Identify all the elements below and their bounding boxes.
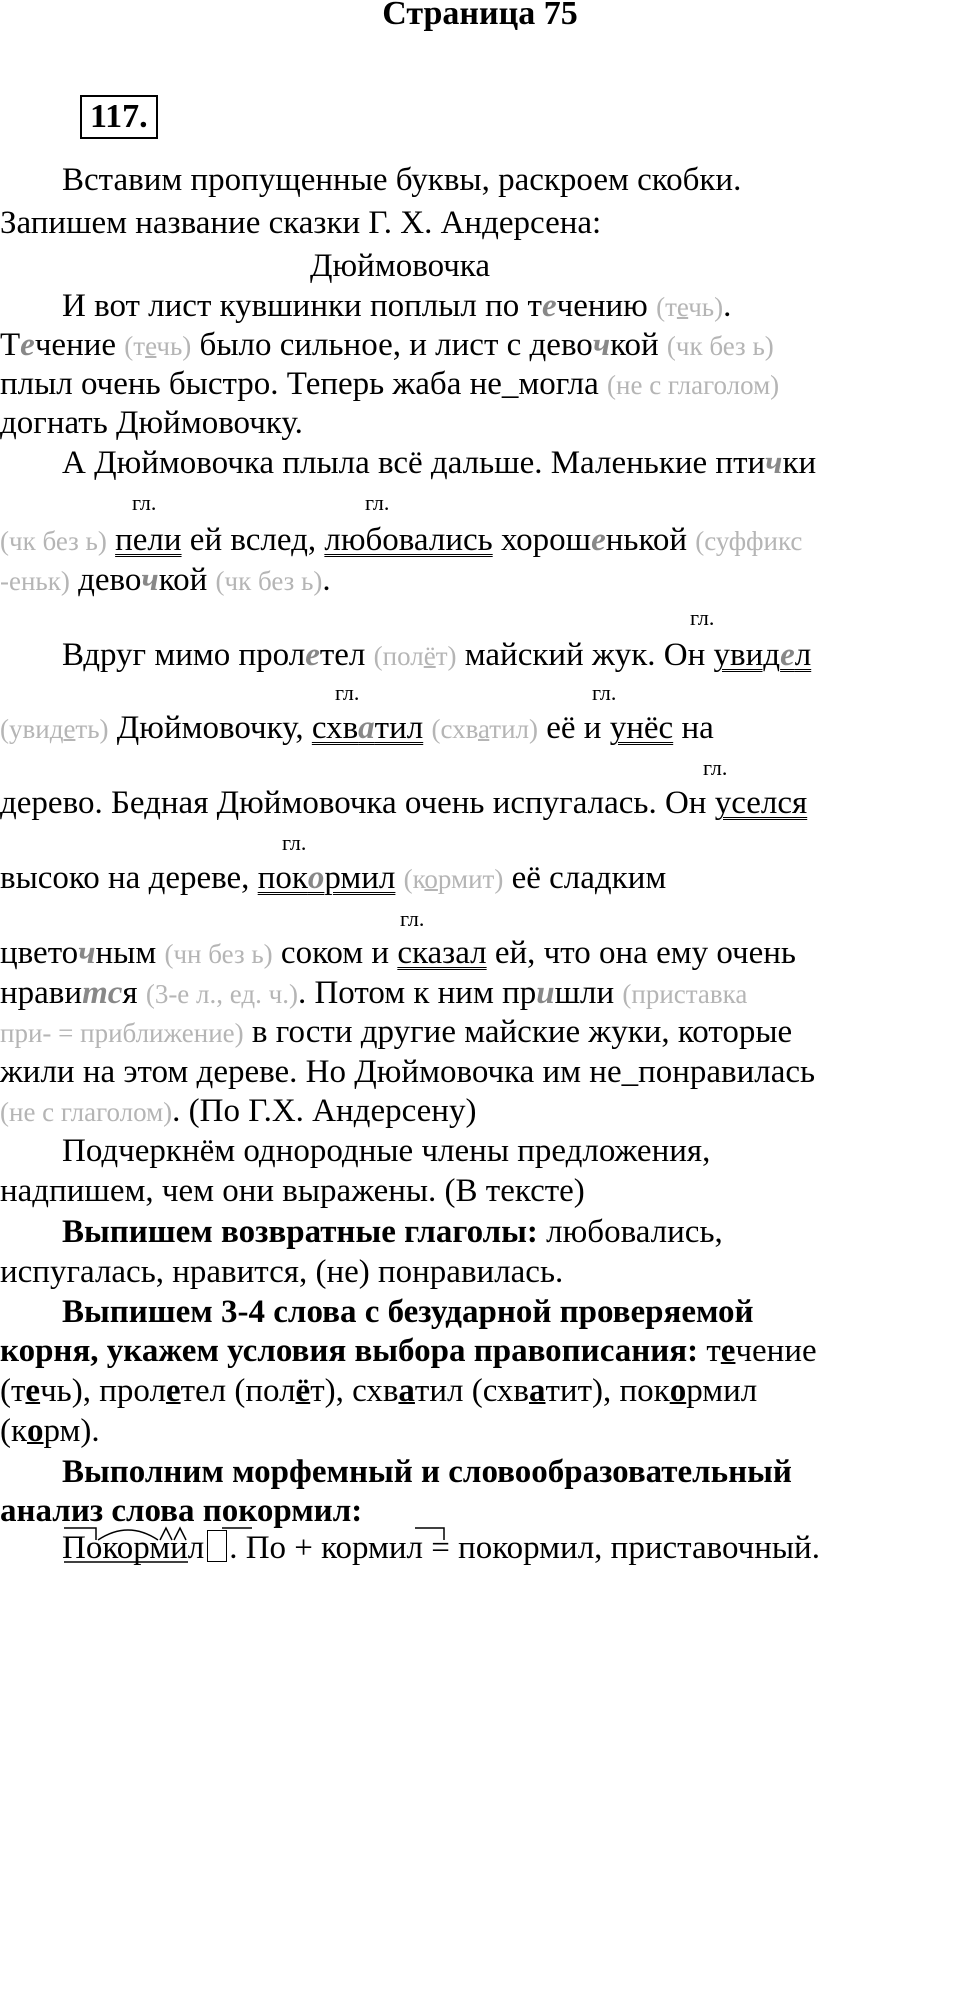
morpheme-analysis: Покормил . По + кормил = покормил, приставочный. <box>62 1530 820 1566</box>
story-line: А Дюймовочка плыла всё дальше. Маленькие птички <box>62 445 817 481</box>
intro-line-1: Вставим пропущенные буквы, раскроем скобки. <box>62 162 742 198</box>
analyzed-word: Покормил <box>62 1530 205 1566</box>
prefix-part: По <box>245 1530 287 1566</box>
story-line: дерево. Бедная Дюймовочка очень испугалась. Он уселся <box>0 785 808 821</box>
story-line: (чк без ь) пели ей вслед, любовались хорошенькой (суффикс <box>0 522 803 558</box>
task-text: (корм). <box>0 1413 100 1449</box>
story-line: Течение (течь) было сильное, и лист с девочкой (чк без ь) <box>0 327 774 363</box>
story-line: цветочным (чн без ь) соком и сказал ей, что она ему очень <box>0 935 796 971</box>
task-heading: анализ слова покормил: <box>0 1493 363 1529</box>
story-line: высоко на дереве, покормил (кормит) её сладким <box>0 860 667 896</box>
gl-label: гл. <box>132 490 157 515</box>
ending-box <box>207 1530 227 1562</box>
task-text: (течь), пролетел (полёт), схватил (схватит), покормил <box>0 1373 758 1409</box>
story-line: догнать Дюймовочку. <box>0 405 303 441</box>
gl-label: гл. <box>282 830 307 855</box>
task-text: корня, укажем условия выбора правописания: течение <box>0 1333 817 1369</box>
story-line: жили на этом дереве. Но Дюймовочка им не_понравилась <box>0 1054 816 1090</box>
exercise-number: 117. <box>80 95 158 139</box>
gl-label: гл. <box>690 605 715 630</box>
gl-label: гл. <box>335 680 360 705</box>
story-title: Дюймовочка <box>310 248 490 284</box>
task-text: испугалась, нравится, (не) понравилась. <box>0 1254 564 1290</box>
story-line: Вдруг мимо пролетел (полёт) майский жук. Он увидел <box>62 637 812 673</box>
story-line: (не с глаголом). (По Г.Х. Андерсену) <box>0 1093 477 1129</box>
story-line: плыл очень быстро. Теперь жаба не_могла (не с глаголом) <box>0 366 780 402</box>
story-line: (увидеть) Дюймовочку, схватил (схватил) её и унёс на <box>0 710 714 746</box>
task-heading: Выпишем 3-4 слова с безударной проверяемой <box>62 1294 754 1330</box>
task-heading: Выполним морфемный и словообразовательный <box>62 1454 792 1490</box>
task-text: Подчеркнём однородные члены предложения, <box>62 1133 711 1169</box>
story-line: -еньк) девочкой (чк без ь). <box>0 562 331 598</box>
gl-label: гл. <box>365 490 390 515</box>
task-text: Выпишем возвратные глаголы: любовались, <box>62 1214 723 1250</box>
gl-label: гл. <box>592 680 617 705</box>
intro-line-2: Запишем название сказки Г. Х. Андерсена: <box>0 205 602 241</box>
task-text: надпишем, чем они выражены. (В тексте) <box>0 1173 585 1209</box>
gl-label: гл. <box>400 906 425 931</box>
story-line: нравится (3-е л., ед. ч.). Потом к ним пришли (приставка <box>0 975 748 1011</box>
story-line: И вот лист кувшинки поплыл по течению (течь). <box>62 288 732 324</box>
story-line: при- = приближение) в гости другие майские жуки, которые <box>0 1014 793 1050</box>
gl-label: гл. <box>703 755 728 780</box>
page-title: Страница 75 <box>382 0 578 32</box>
